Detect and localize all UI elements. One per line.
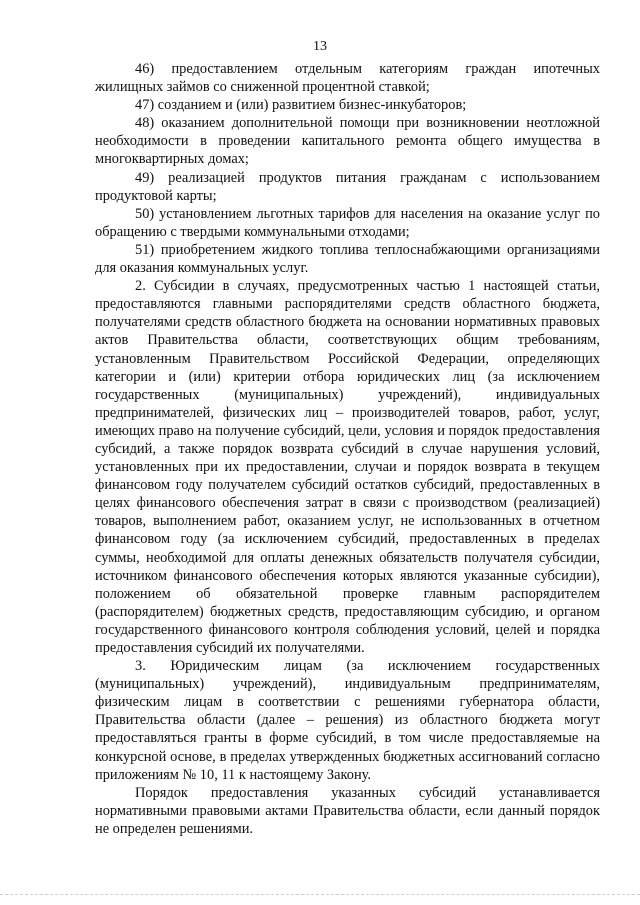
paragraph-item-51: 51) приобретением жидкого топлива теплоснабжающими организациями для оказания коммунальных услуг. [95,241,600,277]
document-body [95,60,600,838]
page-bottom-divider [0,894,640,896]
paragraph-item-48: 48) оказанием дополнительной помощи при возникновении неотложной необходимости в проведении капитального ремонта общего имущества в многоквартирных домах; [95,115,600,168]
paragraph-procedure: Порядок предоставления указанных субсидий устанавливается нормативными правовыми актами Правительства области, если данный порядок не определен решениями. [95,784,600,837]
paragraph-item-46: 46) предоставлением отдельным категориям граждан ипотечных жилищных займов со сниженной процентной ставкой; [95,61,600,96]
paragraph-item-49: 49) реализацией продуктов питания гражданам с использованием продуктовой карты; [95,169,600,204]
paragraph-part-2: 2. Субсидии в случаях, предусмотренных частью 1 настоящей статьи, предоставляются главными распорядителями средств областного бюджета, получателями средств областного бюджета на основании нормативных правовых актов Правительства области, соответствующих общим требованиям, установленным Правительством Российской Федерации, определяющих категории и (или) критерии отбора юридических лиц (за исключением государственных (муниципальных) учреждений), индивидуальных предпринимателей, физических лиц – производителей товаров, работ, услуг, имеющих право на получение субсидий, цели, условия и порядок предоставления субсидий, а также порядок возврата субсидий в случае нарушения условий, установленных при их предоставлении, случаи и порядок возврата в текущем финансовом году получателем субсидий остатков субсидий, предоставленных в целях финансового обеспечения затрат в связи с производством (реализацией) товаров, выполнением работ, оказанием услуг, не использованных в отчетном финансовом году (за исключением субсидий, предоставленных в пределах суммы, необходимой для оплаты денежных обязательств получателя субсидии, источником финансового обеспечения которых являются указанные субсидии), положением об обязательной проверке главным распорядителем (распорядителем) бюджетных средств, предоставляющим субсидию, и органом государственного финансового контроля соблюдения условий, целей и порядка предоставления субсидий их получателями. [95,278,600,656]
paragraph-part-3: 3. Юридическим лицам (за исключением государственных (муниципальных) учреждений), индивидуальным предпринимателям, физическим лицам в соответствии с решениями губернатора области, Правительства области (далее – решения) из областного бюджета могут предоставляться гранты в форме субсидий, в том числе предоставляемые на конкурсной основе, в пределах утвержденных бюджетных ассигнований согласно приложениям № 10, 11 к настоящему Закону. [95,658,600,783]
paragraph-item-47: 47) созданием и (или) развитием бизнес-инкубаторов; [135,97,467,114]
page-number: 13 [313,39,327,54]
paragraph-item-50: 50) установлением льготных тарифов для населения на оказание услуг по обращению с твердыми коммунальными отходами; [95,205,600,240]
